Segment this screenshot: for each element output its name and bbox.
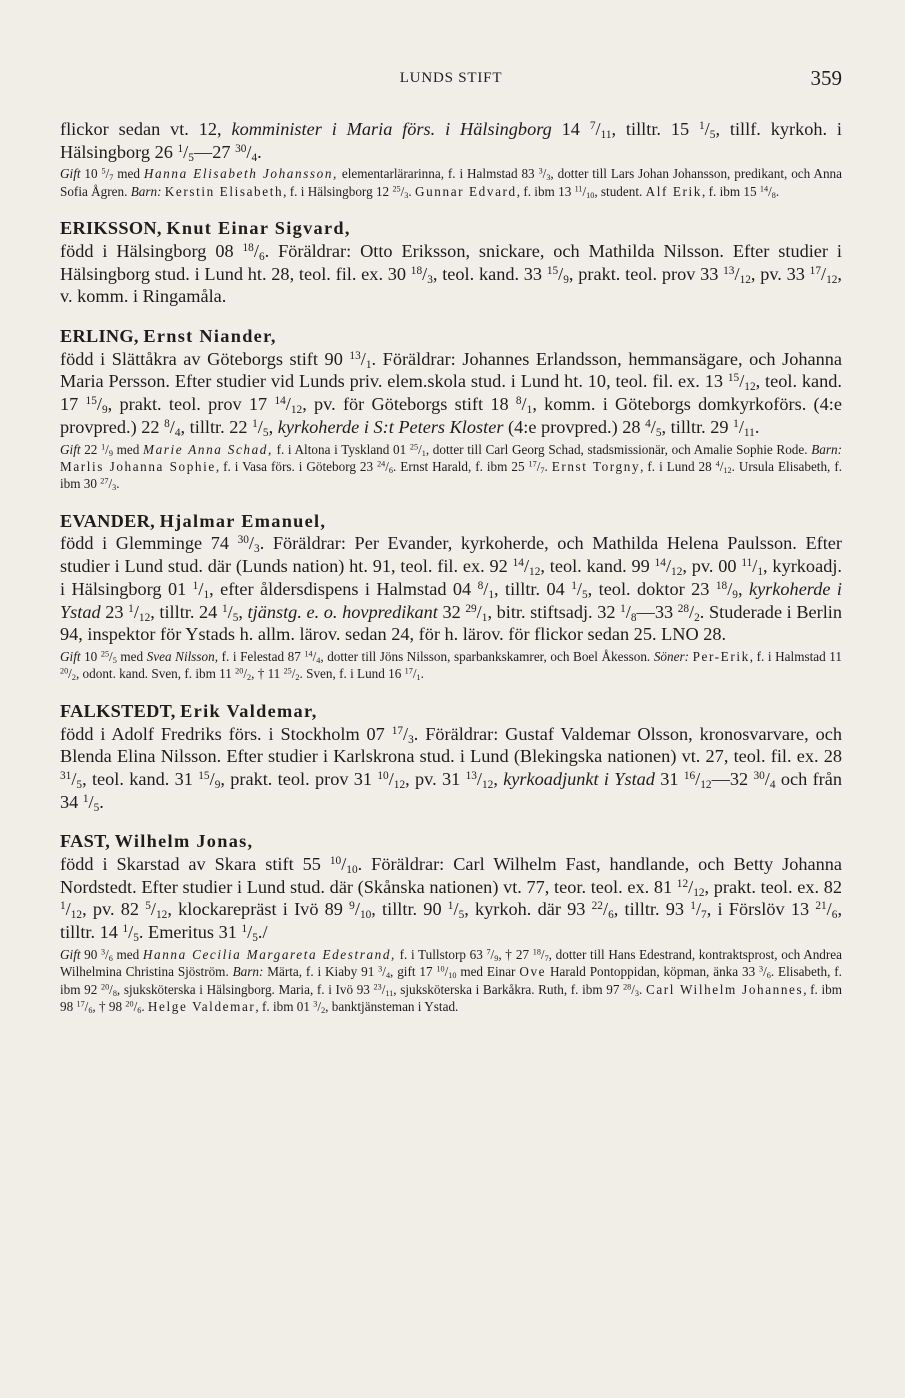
entry-heading bbox=[60, 510, 842, 533]
page-header bbox=[60, 66, 842, 96]
entry-given-names: Knut Einar Sigvard, bbox=[166, 218, 351, 239]
entry-heading bbox=[60, 325, 842, 348]
entry-surname: EVANDER, bbox=[60, 510, 156, 531]
page-number: 359 bbox=[810, 66, 842, 90]
entry-family-text: Gift 22 $^1/_9$ med Marie Anna Schad, f. i Altona i Tyskland 01 $^{25}/_1$, dotter till Carl Georg Schad, stadsmissionär, och Amalie Sophie Rode. Barn: Marlis Johanna Sophie, f. i Vasa förs. i Göteborg 23 $^{24}/_6$. Ernst Harald, f. ibm 25 $^{17}/_7$. Ernst Torgny, f. i Lund 28 $^4/_{12}$. Ursula Elisabeth, f. ibm 30 $^{27}/_3$. bbox=[60, 441, 843, 493]
entry-family-text: Gift 90 $^3/_6$ med Hanna Cecilia Margareta Edestrand, f. i Tullstorp 63 $^7/_9$, † 27 $^{18}/_7$, dotter till Hans Edestrand, kontraktsprost, och Andrea Wilhelmina Christina Sjöström. Barn: Märta, f. i Kiaby 91 $^3/_4$, gift 17 $^{10}/_{10}$ med Einar Ove Harald Pontoppidan, köpman, änka 33 $^3/_6$. Elisabeth, f. ibm 92 $^{20}/_8$, sjuksköterska i Hälsingborg. Maria, f. i Ivö 93 $^{23}/_{11}$, sjuksköterska i Barkåkra. Ruth, f. ibm 97 $^{28}/_3$. Carl Wilhelm Johannes, f. ibm 98 $^{17}/_6$, † 98 $^{20}/_6$. Helge Valdemar, f. ibm 01 $^3/_2$, banktjänsteman i Ystad. bbox=[60, 946, 843, 1016]
entry-surname: ERIKSSON, bbox=[60, 218, 162, 239]
entry-erling bbox=[60, 325, 842, 493]
entry-career-text: född i Glemminge 74 $^{30}/_3$. Föräldrar: Per Evander, kyrkoherde, och Mathilda Helena Paulsson. Efter studier i Lund stud. där (Lunds nation) ht. 91, teol. fil. ex. 92 $^{14}/_{12}$, teol. kand. 99 $^{14}/_{12}$, pv. 00 $^{11}/_1$, kyrkoadj. i Hälsingborg 01 $^1/_1$, efter åldersdispens i Halmstad 04 $^8/_1$, tilltr. 04 $^1/_5$, teol. doktor 23 $^{18}/_9$, kyrkoherde i Ystad 23 $^1/_{12}$, tilltr. 24 $^1/_5$, tjänstg. e. o. hovpredikant 32 $^{29}/_1$, bitr. stiftsadj. 32 $^1/_8—33$ $^{28}/_2$. Studerade i Berlin 94, inspektor för Ystads h. allm. lärov. sedan 24, för h. lärov. för flickor sedan 25. LNO 28. bbox=[60, 533, 843, 645]
entry-fast bbox=[60, 830, 842, 1015]
entry-career-text: flickor sedan vt. 12, komminister i Maria förs. i Hälsingborg 14 $^7/_{11}$, tilltr. 15 $^1/_5$, tillf. kyrkoh. i Hälsingborg 26 $^1/_5—27$ $^{30}/_4$. bbox=[60, 119, 843, 164]
entry-given-names: Wilhelm Jonas, bbox=[114, 831, 254, 852]
document-body bbox=[60, 118, 842, 1015]
entry-heading bbox=[60, 700, 842, 723]
entry-family-text: Gift 10 $^{25}/_5$ med Svea Nilsson, f. i Felestad 87 $^{14}/_4$, dotter till Jöns Nilsson, sparbankskamrer, och Boel Åkesson. Söner: Per-Erik, f. i Halmstad 11 $^{20}/_2$, odont. kand. Sven, f. ibm 11 $^{20}/_2$, † 11 $^{25}/_2$. Sven, f. i Lund 16 $^{17}/_1$. bbox=[60, 648, 842, 683]
entry-given-names: Ernst Niander, bbox=[143, 326, 277, 347]
entry-surname: ERLING, bbox=[60, 326, 139, 347]
entry-heading bbox=[60, 217, 842, 240]
entry-career-text: född i Hälsingborg 08 $^{18}/_6$. Föräldrar: Otto Eriksson, snickare, och Mathilda Nilsson. Efter studier i Hälsingborg stud. i Lund ht. 28, teol. fil. ex. 30 $^{18}/_3$, teol. kand. 33 $^{15}/_9$, prakt. teol. prov 33 $^{13}/_{12}$, pv. 33 $^{17}/_{12}$, v. komm. i Ringamåla. bbox=[60, 240, 842, 307]
entry-evander bbox=[60, 510, 842, 683]
entry-family-text: Gift 10 $^5/_7$ med Hanna Elisabeth Johansson, elementarlärarinna, f. i Halmstad 83 $^3/_3$, dotter till Lars Johan Johansson, predikant, och Anna Sofia Ågren. Barn: Kerstin Elisabeth, f. i Hälsingborg 12 $^{25}/_3$. Gunnar Edvard, f. ibm 13 $^{11}/_{10}$, student. Alf Erik, f. ibm 15 $^{14}/_8$. bbox=[60, 166, 842, 200]
entry-career-text: född i Skarstad av Skara stift 55 $^{10}/_{10}$. Föräldrar: Carl Wilhelm Fast, handlande, och Betty Johanna Nordstedt. Efter studier i Lund stud. där (Skånska nationen) vt. 77, teor. teol. ex. 81 $^{12}/_{12}$, prakt. teol. ex. 82 $^1/_{12}$, pv. 82 $^5/_{12}$, klockarepräst i Ivö 89 $^9/_{10}$, tilltr. 90 $^1/_5$, kyrkoh. där 93 $^{22}/_6$, tilltr. 93 $^1/_7$, i Förslöv 13 $^{21}/_6$, tilltr. 14 $^1/_5$. Emeritus 31 $^1/_5./$ bbox=[60, 854, 843, 944]
entry-surname: FALKSTEDT, bbox=[60, 700, 176, 721]
entry-given-names: Erik Valdemar, bbox=[180, 700, 318, 721]
entry-heading bbox=[60, 830, 842, 853]
entry-career-text: född i Adolf Fredriks förs. i Stockholm 07 $^{17}/_3$. Föräldrar: Gustaf Valdemar Olsson, kronosvarvare, och Blenda Elina Nilsson. Efter studier i Karlskrona stud. i Lund (Blekingska nationen) vt. 27, teol. fil. ex. 28 $^{31}/_5$, teol. kand. 31 $^{15}/_9$, prakt. teol. prov 31 $^{10}/_{12}$, pv. 31 $^{13}/_{12}$, kyrkoadjunkt i Ystad 31 $^{16}/_{12}—32$ $^{30}/_4$ och från 34 $^1/_5$. bbox=[60, 723, 842, 814]
entry-career-text: född i Slättåkra av Göteborgs stift 90 $^{13}/_1$. Föräldrar: Johannes Erlandsson, hemmansägare, och Johanna Maria Persson. Efter studier vid Lunds priv. elem.skola stud. i Lund ht. 10, teol. fil. ex. 13 $^{15}/_{12}$, teol. kand. 17 $^{15}/_9$, prakt. teol. prov 17 $^{14}/_{12}$, pv. för Göteborgs stift 18 $^8/_1$, komm. i Göteborgs domkyrkoförs. (4:e provpred.) 22 $^8/_4$, tilltr. 22 $^1/_5$, kyrkoherde i S:t Peters Kloster (4:e provpred.) 28 $^4/_5$, tilltr. 29 $^1/_{11}$. bbox=[60, 348, 842, 439]
entry-falkstedt bbox=[60, 700, 842, 814]
running-title: LUNDS STIFT bbox=[399, 70, 503, 86]
entry-given-names: Hjalmar Emanuel, bbox=[159, 510, 327, 531]
entry-eriksson bbox=[60, 217, 842, 308]
entry-continuation bbox=[60, 118, 842, 200]
entry-surname: FAST, bbox=[60, 831, 111, 852]
